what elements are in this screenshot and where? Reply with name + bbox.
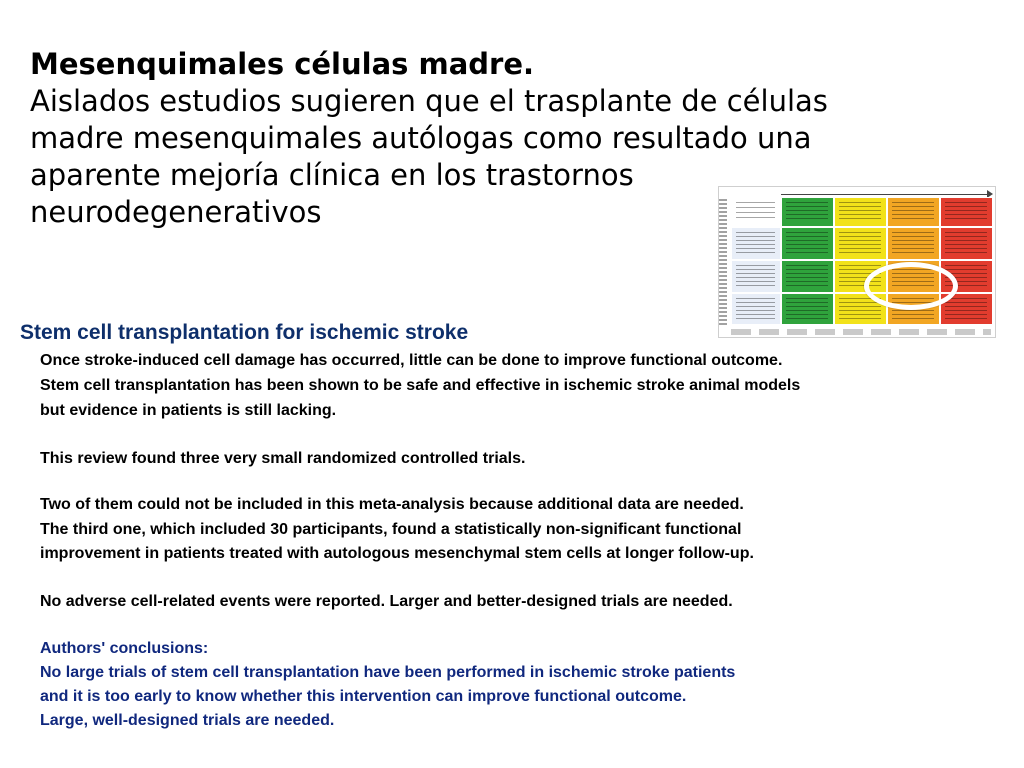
cell-c-i xyxy=(781,293,834,325)
paragraph-line-4: This review found three very small randomized controlled trials. xyxy=(40,450,526,467)
spanish-line-2: madre mesenquimales autólogas como resultado una xyxy=(30,121,812,155)
cell-a-iia xyxy=(834,227,887,260)
treatment-effect-arrow-icon xyxy=(781,190,989,195)
cell-b-i xyxy=(781,260,834,293)
highlight-circle xyxy=(864,262,958,310)
paragraph-line-5: Two of them could not be included in this meta-analysis because additional data are needed. xyxy=(40,496,744,513)
conclusion-line-1: No large trials of stem cell transplantation have been performed in ischemic stroke patients xyxy=(40,664,736,681)
class-iia-header xyxy=(834,197,887,227)
paragraph-line-8: No adverse cell-related events were reported. Larger and better-designed trials are needed. xyxy=(40,593,733,610)
cell-a-i xyxy=(781,227,834,260)
conclusion-line-2: and it is too early to know whether this intervention can improve functional outcome. xyxy=(40,688,687,705)
paragraph-line-1: Once stroke-induced cell damage has occurred, little can be done to improve functional outcome. xyxy=(40,352,783,369)
spanish-line-4: neurodegenerativos xyxy=(30,195,322,229)
level-a-label xyxy=(731,227,781,260)
conclusions-heading: Authors' conclusions: xyxy=(40,640,209,657)
slide-title: Mesenquimales células madre. xyxy=(30,47,535,81)
cell-a-iib xyxy=(887,227,940,260)
paragraph-line-6: The third one, which included 30 participants, found a statistically non-significant functional xyxy=(40,521,742,538)
table-footer-text xyxy=(731,329,991,335)
paragraph-line-7: improvement in patients treated with autologous mesenchymal stem cells at longer follow-up. xyxy=(40,545,754,562)
paragraph-line-2: Stem cell transplantation has been shown to be safe and effective in ischemic stroke animal models xyxy=(40,377,801,394)
spanish-line-1: Aislados estudios sugieren que el trasplante de células xyxy=(30,84,828,118)
english-heading: Stem cell transplantation for ischemic stroke xyxy=(20,321,469,344)
level-c-label xyxy=(731,293,781,325)
class-iib-header xyxy=(887,197,940,227)
evidence-grid xyxy=(731,197,993,325)
class-iii-header xyxy=(940,197,993,227)
class-i-header xyxy=(781,197,834,227)
paragraph-line-3: but evidence in patients is still lacking. xyxy=(40,402,337,419)
certainty-axis-label xyxy=(719,199,727,325)
spanish-line-3: aparente mejoría clínica en los trastornos xyxy=(30,158,634,192)
level-b-label xyxy=(731,260,781,293)
grid-corner xyxy=(731,197,781,227)
cell-a-iii xyxy=(940,227,993,260)
conclusion-line-3: Large, well-designed trials are needed. xyxy=(40,712,335,729)
evidence-table-image xyxy=(718,186,996,338)
